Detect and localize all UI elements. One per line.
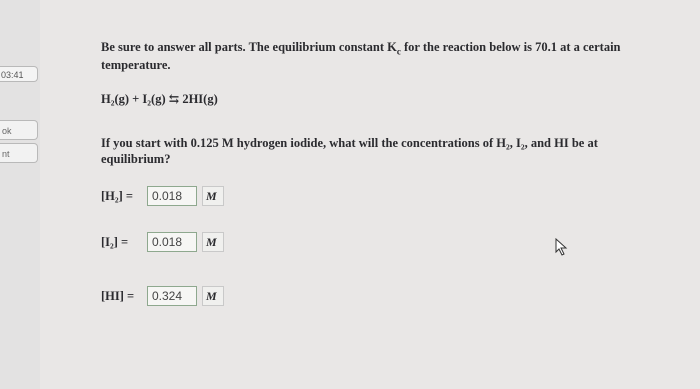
timer: 03:41 xyxy=(0,66,38,82)
i2-label: [I₂] = xyxy=(101,234,129,249)
question-line-2: equilibrium? xyxy=(101,152,171,166)
mouse-cursor-icon xyxy=(555,238,569,256)
hi-unit: M xyxy=(202,286,224,306)
h2-label: [H₂] = xyxy=(101,188,134,203)
i2-concentration-input[interactable]: 0.018 xyxy=(147,232,197,252)
reaction-equation: H₂(g) + I₂(g) ⇆ 2HI(g) xyxy=(101,92,218,106)
answer-row-i2 xyxy=(101,231,224,253)
hi-label: [HI] = xyxy=(101,288,135,303)
answer-row-h2 xyxy=(101,185,224,207)
instruction-line-1: Be sure to answer all parts. The equilibrium constant $K_c$ for the reaction below is 70.1 at a certain xyxy=(101,40,621,57)
h2-concentration-input[interactable]: 0.018 xyxy=(147,186,197,206)
h2-unit: M xyxy=(202,186,224,206)
instruction-line-2: temperature. xyxy=(101,58,171,72)
left-sidebar xyxy=(0,0,40,389)
print-button[interactable]: nt xyxy=(0,143,38,163)
question-line-1: If you start with 0.125 M hydrogen iodide, what will the concentrations of H₂, I₂, and HI be at xyxy=(101,136,598,150)
answer-row-hi xyxy=(101,285,224,307)
i2-unit: M xyxy=(202,232,224,252)
ebook-button[interactable]: ok xyxy=(0,120,38,140)
hi-concentration-input[interactable]: 0.324 xyxy=(147,286,197,306)
